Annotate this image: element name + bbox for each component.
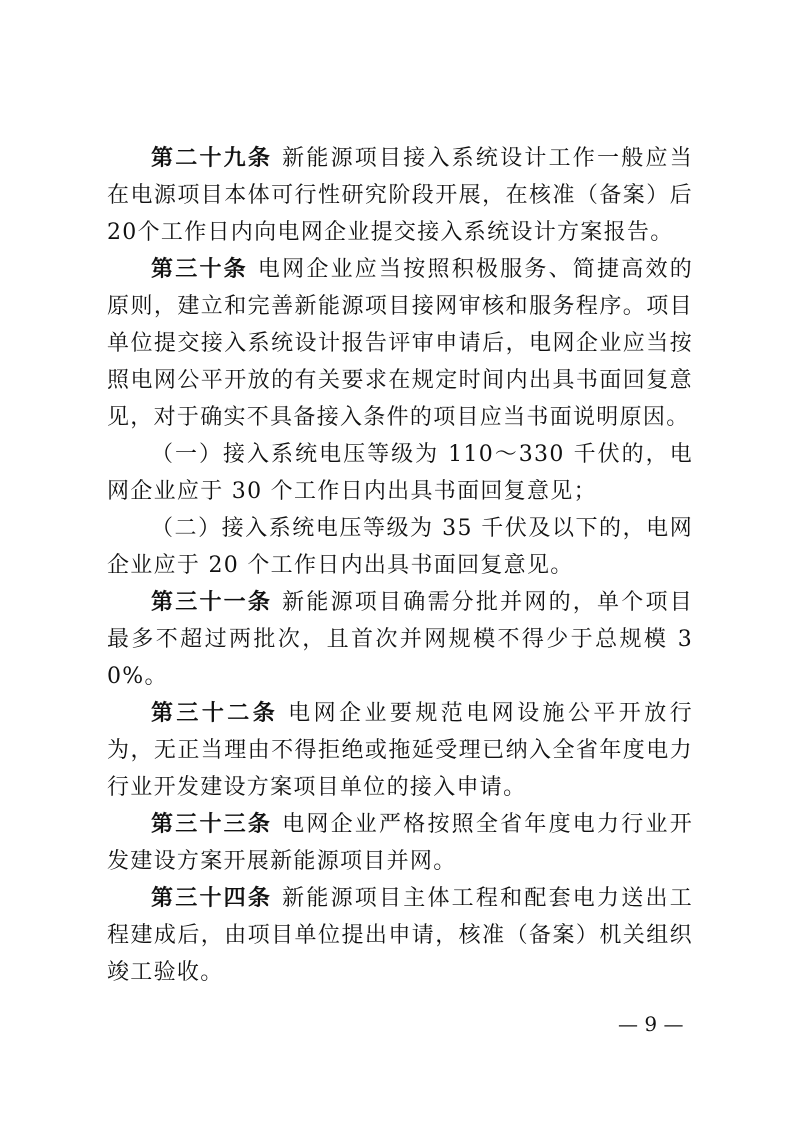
article-30 [107,251,693,436]
page-number: — 9 — [618,1012,684,1036]
document-body [107,140,693,991]
article-text: （一）接入系统电压等级为 110～330 千伏的，电网企业应于 30 个工作日内出具书面回复意见； [107,442,693,504]
article-label: 第三十二条 [151,700,279,726]
article-label: 第三十四条 [151,885,273,911]
article-text: 电网企业要规范电网设施公平开放行为，无正当理由不得拒绝或拖延受理已纳入全省年度电力行业开发建设方案项目单位的接入申请。 [107,701,693,800]
article-30-item-1 [107,436,693,510]
article-text: 新能源项目主体工程和配套电力送出工程建成后，由项目单位提出申请，核准（备案）机关组织竣工验收。 [107,886,693,985]
article-30-item-2 [107,510,693,584]
article-33 [107,806,693,880]
article-label: 第三十一条 [151,589,273,615]
article-text: 电网企业严格按照全省年度电力行业开发建设方案开展新能源项目并网。 [107,812,693,874]
article-32 [107,695,693,806]
article-31 [107,584,693,695]
article-text: 新能源项目接入系统设计工作一般应当在电源项目本体可行性研究阶段开展，在核准（备案）后20个工作日内向电网企业提交接入系统设计方案报告。 [107,146,693,245]
article-label: 第二十九条 [151,145,273,171]
article-29 [107,140,693,251]
article-text: 新能源项目确需分批并网的，单个项目最多不超过两批次，且首次并网规模不得少于总规模 30%。 [107,590,693,689]
article-label: 第三十条 [151,256,248,282]
article-text: （二）接入系统电压等级为 35 千伏及以下的，电网企业应于 20 个工作日内出具书面回复意见。 [107,516,693,578]
article-34 [107,880,693,991]
article-text: 电网企业应当按照积极服务、简捷高效的原则，建立和完善新能源项目接网审核和服务程序。项目单位提交接入系统设计报告评审申请后，电网企业应当按照电网公平开放的有关要求在规定时间内出具书面回复意见，对于确实不具备接入条件的项目应当书面说明原因。 [107,257,694,430]
article-label: 第三十三条 [151,811,273,837]
